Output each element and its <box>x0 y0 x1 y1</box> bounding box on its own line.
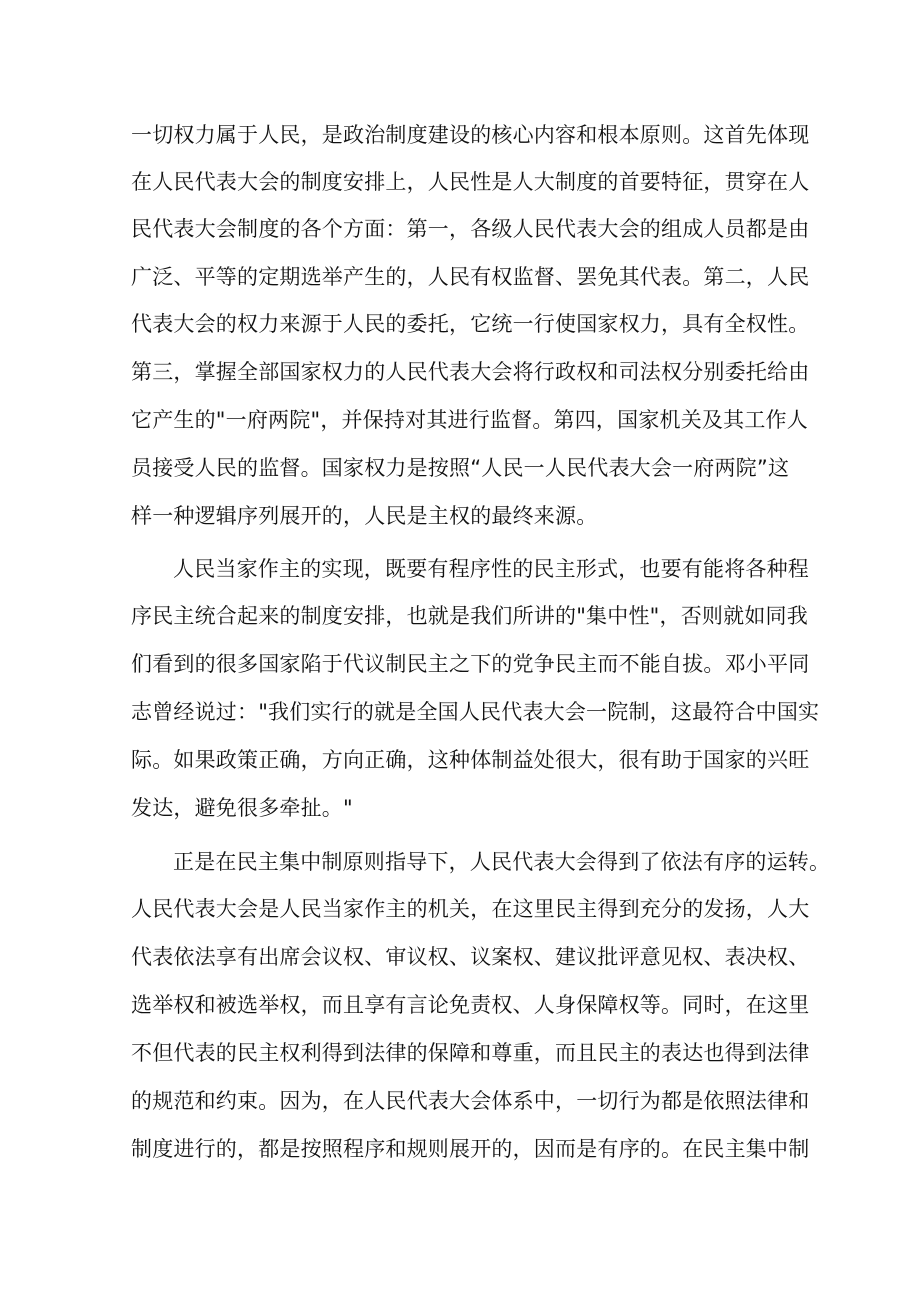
paragraph-first-line: 正是在民主集中制原则指导下，人民代表大会得到了依法有序的运转。 <box>173 850 831 874</box>
body-text-line: 广泛、平等的定期选举产生的，人民有权监督、罢免其代表。第二，人民 <box>131 265 810 289</box>
body-text-line: 第三，掌握全部国家权力的人民代表大会将行政权和司法权分别委托给由 <box>131 360 810 384</box>
body-text-line: 样一种逻辑序列展开的，人民是主权的最终来源。 <box>131 504 598 528</box>
body-text-line: 序民主统合起来的制度安排，也就是我们所讲的"集中性"，否则就如同我 <box>131 604 808 628</box>
body-text-line: 它产生的"一府两院"，并保持对其进行监督。第四，国家机关及其工作人 <box>131 408 808 432</box>
body-text-line: 不但代表的民主权利得到法律的保障和尊重，而且民主的表达也得到法律 <box>131 1041 810 1065</box>
body-text-line: 的规范和约束。因为，在人民代表大会体系中，一切行为都是依照法律和 <box>131 1089 810 1113</box>
body-text-line: 代表大会的权力来源于人民的委托，它统一行使国家权力，具有全权性。 <box>131 312 810 336</box>
paragraph-first-line: 人民当家作主的实现，既要有程序性的民主形式，也要有能将各种程 <box>173 557 809 581</box>
body-text-line: 一切权力属于人民，是政治制度建设的核心内容和根本原则。这首先体现 <box>131 123 810 147</box>
body-text-line: 发达，避免很多牵扯。" <box>131 796 353 820</box>
body-text-line: 在人民代表大会的制度安排上，人民性是人大制度的首要特征，贯穿在人 <box>131 170 810 194</box>
body-text-line: 代表依法享有出席会议权、审议权、议案权、建议批评意见权、表决权、 <box>131 945 810 969</box>
body-text-line: 民代表大会制度的各个方面：第一，各级人民代表大会的组成人员都是由 <box>131 217 810 241</box>
body-text-line: 们看到的很多国家陷于代议制民主之下的党争民主而不能自拔。邓小平同 <box>131 652 810 676</box>
body-text-line: 志曾经说过："我们实行的就是全国人民代表大会一院制，这最符合中国实 <box>131 700 820 724</box>
body-text-line: 人民代表大会是人民当家作主的机关，在这里民主得到充分的发扬，人大 <box>131 897 810 921</box>
body-text-line: 员接受人民的监督。国家权力是按照“人民一人民代表大会一府两院”这 <box>131 456 790 480</box>
body-text-line: 际。如果政策正确，方向正确，这种体制益处很大，很有助于国家的兴旺 <box>131 748 810 772</box>
body-text-line: 选举权和被选举权，而且享有言论免责权、人身保障权等。同时，在这里 <box>131 993 810 1017</box>
body-text-line: 制度进行的，都是按照程序和规则展开的，因而是有序的。在民主集中制 <box>131 1137 810 1161</box>
